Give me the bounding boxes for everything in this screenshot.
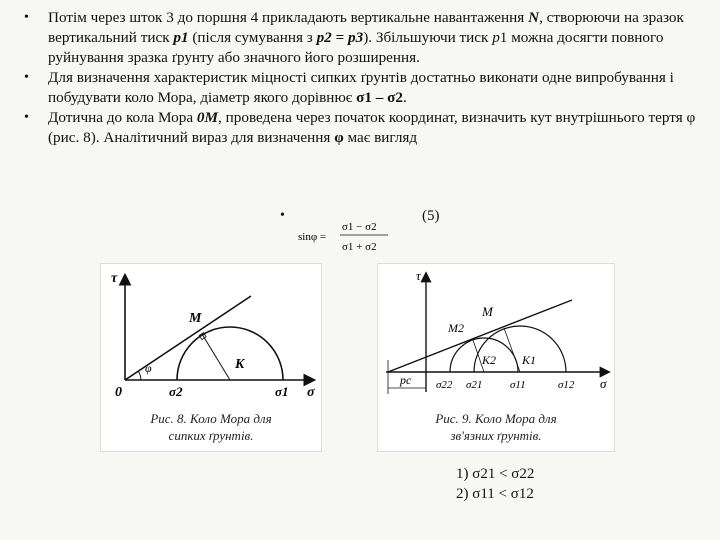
formula-lhs: sinφ = (298, 231, 327, 243)
figure-9-diagram (378, 264, 614, 404)
sigma-label: σ (307, 385, 315, 400)
bullet-item-3 (22, 108, 712, 148)
point-m2-label: M2 (448, 321, 464, 335)
sigma11-label: σ11 (510, 379, 526, 391)
point-k-label: K (235, 357, 245, 372)
figure-9-caption-line1: Рис. 9. Коло Мора для (435, 411, 557, 426)
text-run: N (528, 9, 540, 26)
point-k1-label: K1 (522, 353, 537, 367)
sigma2-label: σ2 (169, 384, 183, 399)
figure-9-caption (388, 410, 604, 444)
figure-8-diagram (101, 264, 321, 404)
figure-8-mohr-circle-sandy (100, 263, 322, 452)
figure-9-mohr-circle-cohesive (377, 263, 615, 452)
text-run: має вигляд (343, 129, 418, 146)
figure-9-caption-line2: зв'язних ґрунтів. (450, 428, 542, 443)
formula-denominator: σ1 + σ2 (342, 241, 377, 253)
pc-label: pc (400, 373, 412, 387)
bullet-text-3 (48, 109, 695, 146)
tangent-line (125, 296, 251, 380)
sigma1-label: σ1 (275, 384, 289, 399)
sigma-label: σ (600, 376, 607, 391)
text-run: σ1 – σ2 (356, 89, 404, 106)
bullet-item-2 (22, 68, 712, 108)
answer-2: 2) σ11 < σ12 (456, 486, 534, 502)
point-m-label: M (482, 304, 493, 319)
tau-label: τ (111, 271, 118, 286)
bullet-text-2 (48, 69, 674, 106)
radius-k1 (504, 328, 520, 372)
tau-label: τ (416, 268, 421, 283)
formula-numerator: σ1 − σ2 (342, 221, 377, 233)
phi-label: φ (145, 361, 152, 375)
sigma22-label: σ22 (436, 379, 453, 391)
figure-8-caption (111, 410, 311, 444)
text-run: (після сумування з (188, 29, 317, 46)
answer-1: 1) σ21 < σ22 (456, 466, 535, 482)
figure-8-caption-line1: Рис. 8. Коло Мора для (150, 411, 272, 426)
text-run: р2 = р3 (316, 29, 364, 46)
origin-label: 0 (115, 385, 122, 400)
bullet-icon: • (24, 70, 29, 85)
bullet-item-1 (22, 8, 712, 68)
phi-arc (138, 371, 141, 380)
text-run: р (492, 29, 500, 46)
figure-8-caption-line2: сипких ґрунтів. (168, 428, 254, 443)
text-run: , створюючи на зразок вертикальний тиск (48, 9, 684, 46)
text-run: . (403, 89, 407, 106)
text-run: φ (334, 129, 344, 146)
point-k2-label: K2 (482, 353, 497, 367)
formula-bullet: • (280, 208, 285, 223)
text-run: р1 (173, 29, 189, 46)
bullet-icon: • (24, 10, 29, 25)
formula-5 (270, 208, 470, 258)
bullet-list (22, 8, 712, 148)
formula-sin-phi (298, 214, 408, 258)
point-m-label: M (189, 311, 202, 326)
text-run: , проведена через початок координат, визначить кут внутрішнього тертя φ (рис. 8). Аналітичний вираз для визначення (48, 109, 696, 146)
text-run: 0М (196, 109, 219, 126)
bullet-icon: • (24, 110, 29, 125)
text-run: Потім через шток 3 до поршня 4 прикладають вертикальне навантаження (48, 9, 529, 26)
formula-number: (5) (422, 208, 440, 224)
text-run: 1 можна досягти повного руйнування зразка ґрунту або значного його розширення. (48, 29, 664, 66)
answers (456, 464, 534, 504)
text-run: Дотична до кола Мора (48, 109, 197, 126)
sigma21-label: σ21 (466, 379, 483, 391)
sigma12-label: σ12 (558, 379, 575, 391)
text-run: Для визначення характеристик міцності сипких ґрунтів достатньо виконати одне випробування і побудувати коло Мора, діаметр якого дорівнює (48, 69, 674, 106)
text-run: ). Збільшуючи тиск (363, 29, 493, 46)
bullet-text-1 (48, 9, 684, 66)
radius-line (202, 334, 230, 380)
